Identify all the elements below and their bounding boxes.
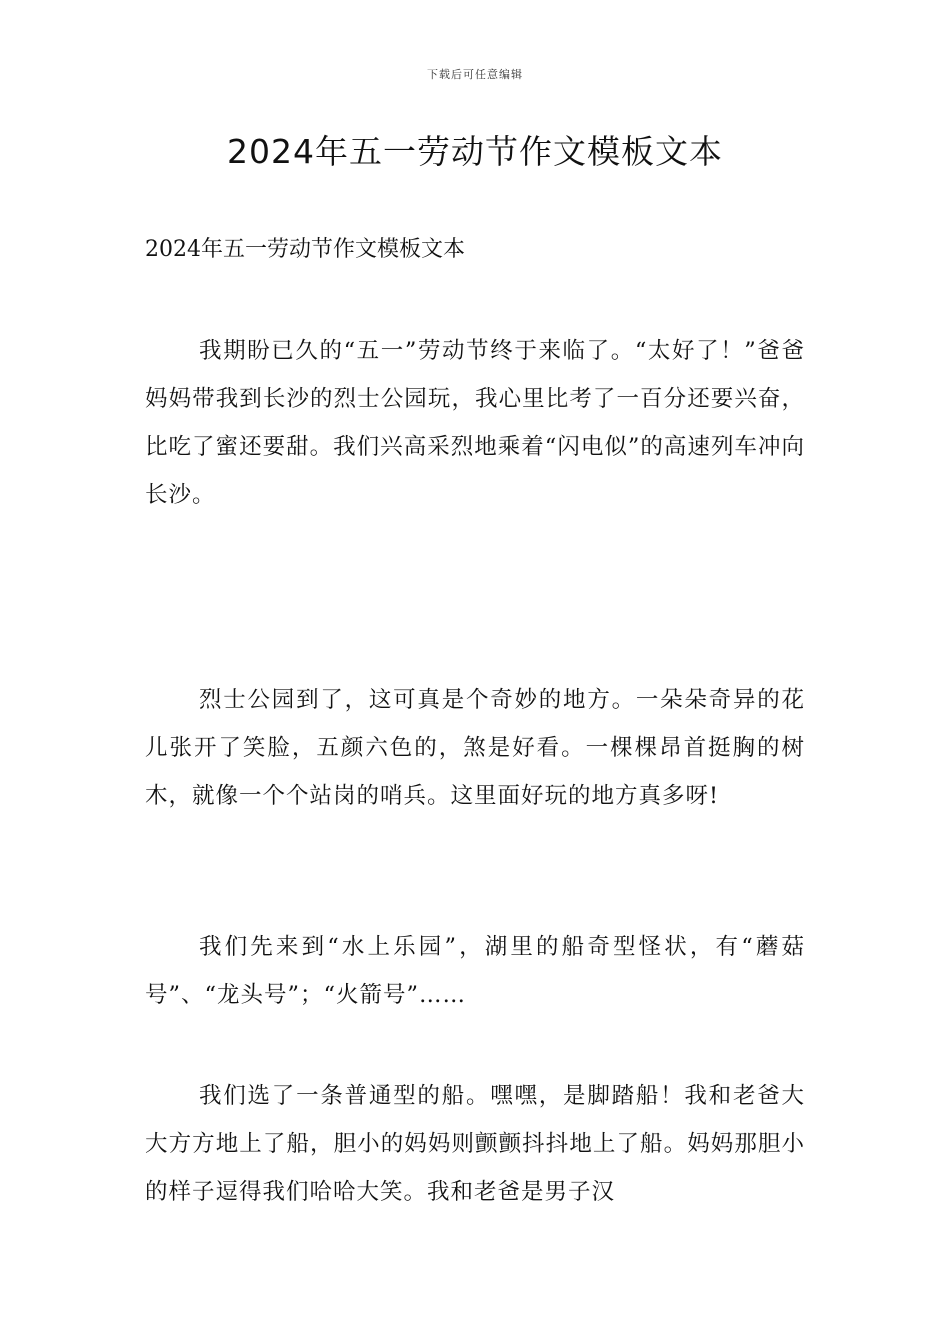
paragraph-1: 我期盼已久的“五一”劳动节终于来临了。“太好了！”爸爸妈妈带我到长沙的烈士公园玩，我心里比考了一百分还要兴奋，比吃了蜜还要甜。我们兴高采烈地乘着“闪电似”的高速列车冲向长沙。 — [145, 338, 805, 508]
header-note: 下载后可任意编辑 — [427, 68, 523, 81]
document-title: 2024年五一劳动节作文模板文本 — [227, 132, 723, 171]
paragraph-3: 我们先来到“水上乐园”，湖里的船奇型怪状，有“蘑菇号”、“龙头号”；“火箭号”…… — [145, 934, 805, 1008]
document-subtitle: 2024年五一劳动节作文模板文本 — [145, 237, 465, 262]
paragraph-4: 我们选了一条普通型的船。嘿嘿，是脚踏船！我和老爸大大方方地上了船，胆小的妈妈则颤颤抖抖地上了船。妈妈那胆小的样子逗得我们哈哈大笑。我和老爸是男子汉 — [145, 1083, 805, 1205]
paragraph-2: 烈士公园到了，这可真是个奇妙的地方。一朵朵奇异的花儿张开了笑脸，五颜六色的，煞是好看。一棵棵昂首挺胸的树木，就像一个个站岗的哨兵。这里面好玩的地方真多呀! — [145, 687, 805, 809]
